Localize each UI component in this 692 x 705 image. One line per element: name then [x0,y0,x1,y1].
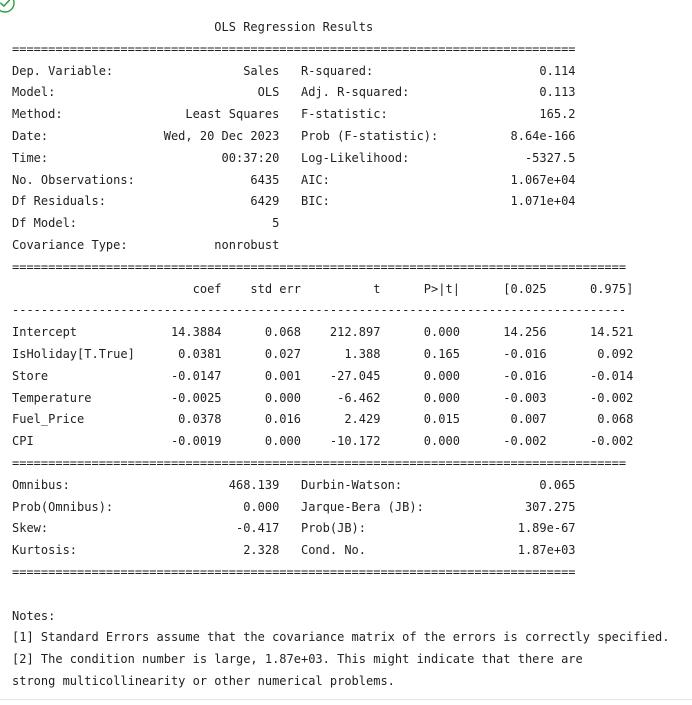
diag-row-kurtosis: Kurtosis: 2.328 Cond. No. 1.87e+03 [12,543,576,558]
diag-row-prob-omnibus: Prob(Omnibus): 0.000 Jarque-Bera (JB): 307.275 [12,499,576,514]
coef-row-intercept: Intercept 14.3884 0.068 212.897 0.000 14.256 14.521 [12,325,634,340]
report-title: OLS Regression Results [12,20,576,34]
cell-divider [0,699,692,700]
rule-single: ------------------------------------------------------------------------------------- [12,303,627,318]
summary-row-date: Date: Wed, 20 Dec 2023 Prob (F-statistic): 8.64e-166 [12,128,576,143]
coef-row-fuel-price: Fuel_Price 0.0378 0.016 2.429 0.015 0.007 0.068 [12,412,634,427]
summary-row-df-residuals: Df Residuals: 6429 BIC: 1.071e+04 [12,194,576,209]
notes-label: Notes: [12,608,56,623]
summary-row-observations: No. Observations: 6435 AIC: 1.067e+04 [12,172,576,187]
coef-row-temperature: Temperature -0.0025 0.000 -6.462 0.000 -0.003 -0.002 [12,390,634,405]
coef-row-store: Store -0.0147 0.001 -27.045 0.000 -0.016 -0.014 [12,368,634,383]
rule-double: ===================================================================================== [12,455,627,470]
summary-row-covariance: Covariance Type: nonrobust [12,237,576,252]
coef-row-cpi: CPI -0.0019 0.000 -10.172 0.000 -0.002 -0.002 [12,434,634,449]
coef-table-header: coef std err t P>|t| [0.025 0.975] [12,281,634,296]
rule-double: ============================================================================== [12,564,576,579]
summary-row-model: Model: OLS Adj. R-squared: 0.113 [12,85,576,100]
coef-row-isholiday: IsHoliday[T.True] 0.0381 0.027 1.388 0.165 -0.016 0.092 [12,346,634,361]
summary-row-method: Method: Least Squares F-statistic: 165.2 [12,107,576,122]
diag-row-omnibus: Omnibus: 468.139 Durbin-Watson: 0.065 [12,477,576,492]
rule-double: ===================================================================================== [12,259,627,274]
note-line: [1] Standard Errors assume that the covariance matrix of the errors is correctly specified. [12,630,670,645]
note-line: strong multicollinearity or other numerical problems. [12,673,395,688]
summary-row-df-model: Df Model: 5 [12,216,576,231]
cell-output [12,17,669,693]
diag-row-skew: Skew: -0.417 Prob(JB): 1.89e-67 [12,521,576,536]
check-circle-icon [0,0,16,14]
rule-double: ============================================================================== [12,41,576,56]
summary-row-dep-variable: Dep. Variable: Sales R-squared: 0.114 [12,63,576,78]
summary-row-time: Time: 00:37:20 Log-Likelihood: -5327.5 [12,150,576,165]
note-line: [2] The condition number is large, 1.87e+03. This might indicate that there are [12,652,583,667]
